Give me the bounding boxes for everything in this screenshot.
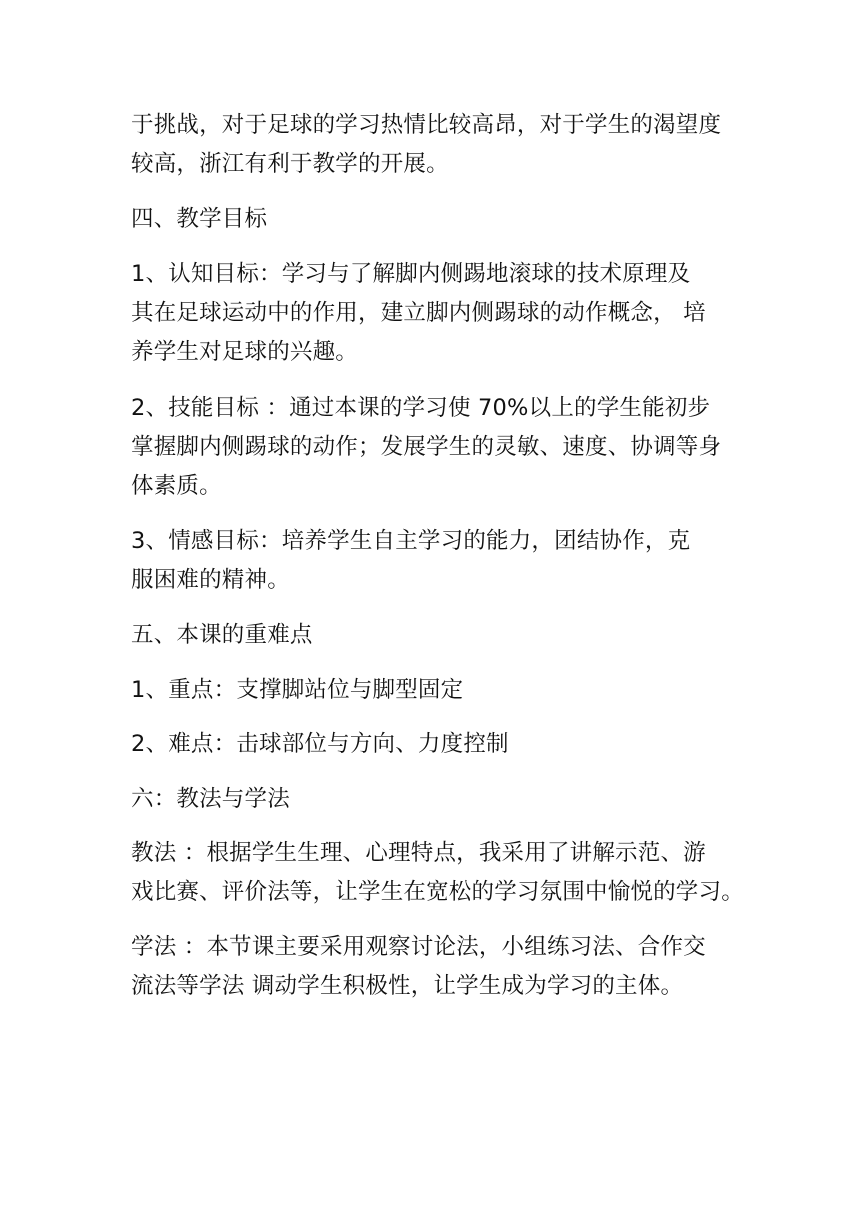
paragraph-line: 掌握脚内侧踢球的动作；发展学生的灵敏、速度、协调等身: [131, 434, 722, 460]
paragraph-line: 养学生对足球的兴趣。: [131, 339, 359, 365]
section-heading: 六：教法与学法: [131, 786, 290, 812]
paragraph-line: 较高，浙江有利于教学的开展。: [131, 151, 449, 177]
section-heading: 四、教学目标: [131, 206, 268, 232]
paragraph-line: 1、认知目标：学习与了解脚内侧踢地滚球的技术原理及: [131, 261, 691, 287]
paragraph-line: 戏比赛、评价法等，让学生在宽松的学习氛围中愉悦的学习。: [131, 879, 744, 905]
section-heading: 五、本课的重难点: [131, 622, 313, 648]
paragraph-line: 服困难的精神。: [131, 567, 290, 593]
paragraph-line: 2、难点：击球部位与方向、力度控制: [131, 731, 509, 757]
paragraph-line: 学法 ：本节课主要采用观察讨论法，小组练习法、合作交: [131, 934, 706, 960]
paragraph-line: 流法等学法 调动学生积极性，让学生成为学习的主体。: [131, 973, 684, 999]
paragraph-line: 教法 ：根据学生生理、心理特点，我采用了讲解示范、游: [131, 840, 706, 866]
paragraph-line: 其在足球运动中的作用，建立脚内侧踢球的动作概念， 培: [131, 300, 706, 326]
paragraph-line: 2、技能目标 ：通过本课的学习使 70%以上的学生能初步: [131, 395, 711, 421]
paragraph-line: 3、情感目标：培养学生自主学习的能力，团结协作，克: [131, 528, 691, 554]
paragraph-line: 于挑战，对于足球的学习热情比较高昂，对于学生的渴望度: [131, 112, 722, 138]
paragraph-line: 体素质。: [131, 473, 222, 499]
paragraph-line: 1、重点：支撑脚站位与脚型固定: [131, 677, 464, 703]
